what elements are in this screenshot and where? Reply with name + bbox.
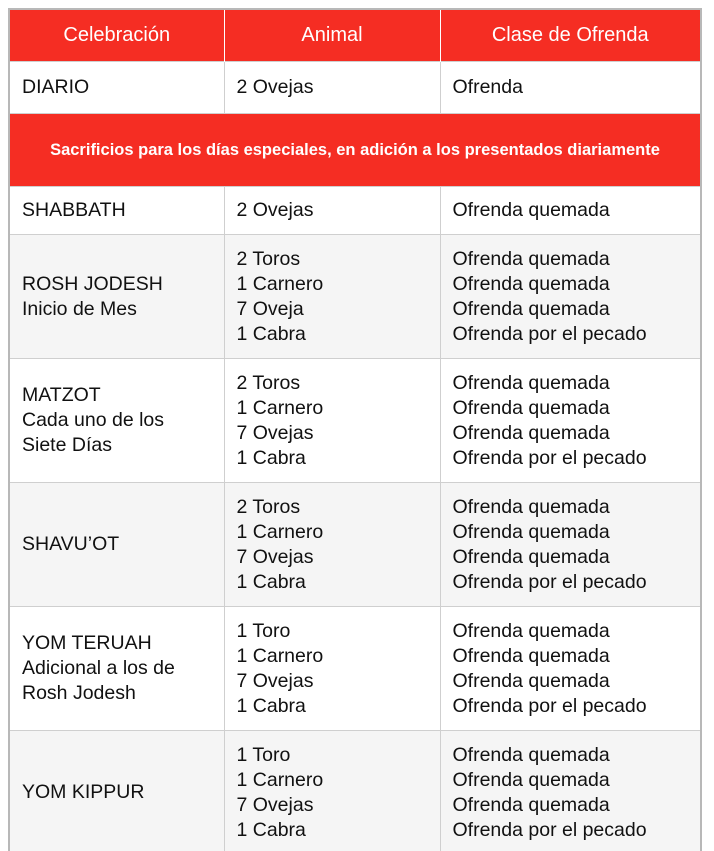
cell-line: Ofrenda quemada [452,743,610,766]
cell-line: 1 Cabra [236,694,306,717]
special-days-banner: Sacrificios para los días especiales, en adición a los presentados diariamente [10,114,700,187]
cell-animal [224,62,440,114]
offerings-table [10,10,700,851]
cell-line: Inicio de Mes [22,297,137,320]
cell-line: Ofrenda quemada [452,272,610,295]
cell-line: Ofrenda quemada [452,371,610,394]
cell-line: YOM KIPPUR [22,781,145,804]
cell-line: Ofrenda quemada [452,421,610,444]
cell-animal [224,731,440,851]
cell-line: 1 Cabra [236,322,306,345]
cell-line: Ofrenda por el pecado [452,694,647,717]
cell-line: 2 Toros [236,371,301,394]
cell-line: Cada uno de los [22,409,165,431]
cell-celebration [10,235,224,359]
cell-offering [440,359,700,483]
cell-line: Ofrenda quemada [452,247,610,270]
table-row [10,607,700,731]
cell-line: SHAVU’OT [22,533,120,555]
cell-line: 2 Toros [236,247,301,270]
cell-line: 7 Ovejas [236,669,314,692]
cell-line: Siete Días [22,434,112,456]
cell-line: Ofrenda quemada [452,619,610,642]
cell-line: Ofrenda quemada [452,520,610,543]
cell-celebration [10,483,224,607]
cell-line: Ofrenda quemada [452,396,610,419]
header-celebration: Celebración [10,10,224,62]
table-row [10,187,700,235]
cell-line: Ofrenda quemada [452,793,610,816]
cell-offering [440,187,700,235]
cell-line: ROSH JODESH [22,272,163,295]
cell-celebration [10,62,224,114]
special-days-banner-row [10,114,700,187]
cell-line: 1 Carnero [236,272,324,295]
header-offering-type: Clase de Ofrenda [440,10,700,62]
table-header-row [10,10,700,62]
cell-animal [224,607,440,731]
cell-line: MATZOT [22,384,101,406]
cell-offering [440,483,700,607]
cell-offering [440,607,700,731]
table-row [10,483,700,607]
cell-line: 2 Ovejas [236,199,314,221]
cell-offering [440,731,700,851]
table-row [10,731,700,851]
cell-line: 1 Toro [236,743,291,766]
cell-line: 1 Cabra [236,446,306,469]
cell-line: 7 Ovejas [236,793,314,816]
cell-line: Ofrenda quemada [452,297,610,320]
cell-line: Ofrenda quemada [452,644,610,667]
cell-offering [440,235,700,359]
cell-line: Ofrenda quemada [452,495,610,518]
cell-line: 1 Carnero [236,768,324,791]
cell-celebration [10,607,224,731]
cell-line: 1 Cabra [236,570,306,593]
cell-line: SHABBATH [22,199,126,221]
cell-line: 1 Carnero [236,520,324,543]
cell-line: 1 Carnero [236,396,324,419]
cell-line: 1 Carnero [236,644,324,667]
offerings-table-frame [8,8,702,851]
cell-line: 1 Toro [236,619,291,642]
table-row [10,359,700,483]
cell-animal [224,235,440,359]
cell-line: 7 Ovejas [236,421,314,444]
cell-line: Adicional a los de [22,657,175,679]
cell-line: Ofrenda por el pecado [452,446,647,469]
cell-line: Ofrenda quemada [452,545,610,568]
cell-line: Ofrenda por el pecado [452,818,647,841]
table-row-daily [10,62,700,114]
cell-line: Ofrenda por el pecado [452,570,647,593]
cell-animal [224,359,440,483]
cell-line: 2 Toros [236,495,301,518]
cell-line: 1 Cabra [236,818,306,841]
cell-line: Ofrenda quemada [452,199,610,221]
cell-line: Ofrenda quemada [452,669,610,692]
cell-animal [224,187,440,235]
cell-line: Ofrenda por el pecado [452,322,647,345]
cell-line: Ofrenda quemada [452,768,610,791]
cell-line: 7 Ovejas [236,545,314,568]
cell-celebration [10,187,224,235]
cell-line: DIARIO [22,76,90,98]
cell-line: Rosh Jodesh [22,682,136,704]
cell-line: Ofrenda [452,76,523,98]
cell-line: 7 Oveja [236,297,304,320]
cell-celebration [10,731,224,851]
cell-animal [224,483,440,607]
cell-offering [440,62,700,114]
header-animal: Animal [224,10,440,62]
cell-celebration [10,359,224,483]
cell-line: 2 Ovejas [236,76,314,98]
cell-line: YOM TERUAH [22,632,152,654]
table-row [10,235,700,359]
